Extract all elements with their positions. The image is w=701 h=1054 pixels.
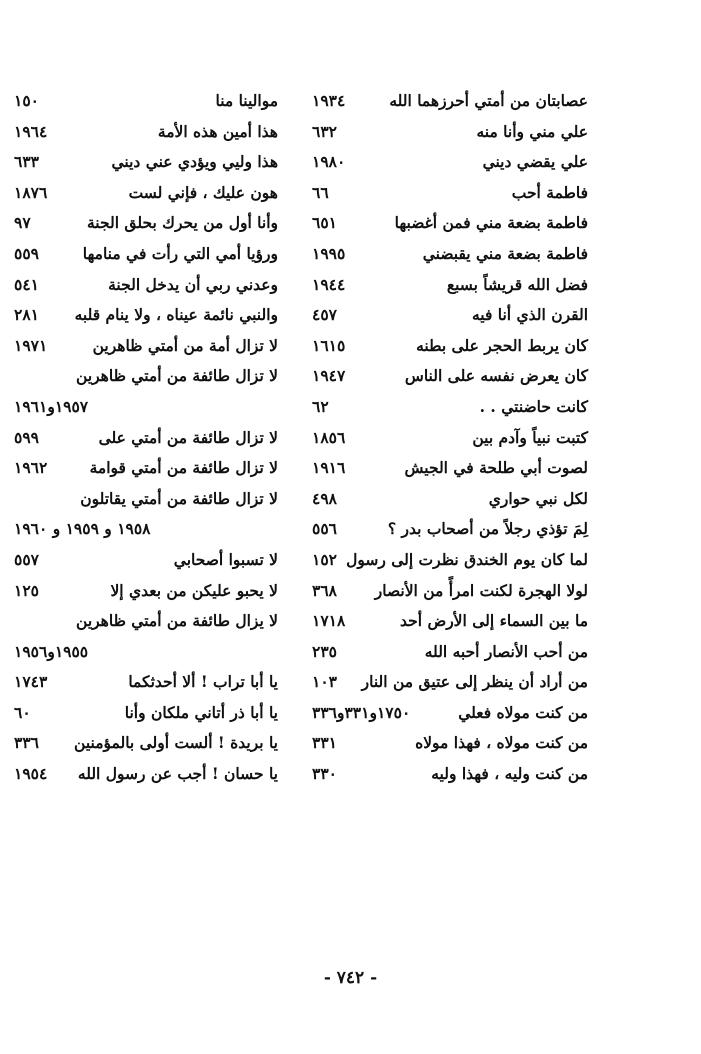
index-entry [312,178,588,209]
index-entry [312,667,588,698]
entry-reference: ١٦١٥ [312,335,346,355]
entry-text: كان يعرض نفسه على الناس [404,366,588,386]
index-entry [14,208,278,239]
entry-reference: ١٨٧٦ [14,182,48,202]
index-entry [312,698,588,729]
entry-reference: ٥٤١ [14,274,39,294]
entry-text: يا أبا ذر أتاني ملكان وأنا [124,702,278,722]
entry-reference: ٢٣٥ [312,641,337,661]
entry-text: لكل نبي حواري [488,488,588,508]
index-entry [14,86,278,117]
entry-reference: ٩٧ [14,213,31,233]
index-entry [312,545,588,576]
entry-reference: ١٩٥٥و١٩٥٦ [14,641,89,661]
index-entry [14,361,278,392]
entry-text: والنبي نائمة عيناه ، ولا ينام قلبه [74,305,278,325]
entry-reference: ١٥٢ [312,549,337,569]
index-entry [14,270,278,301]
index-entry [312,423,588,454]
entry-text: لا يحبو عليكن من بعدي إلا [110,580,278,600]
entry-reference: ١٧٤٣ [14,672,48,692]
entry-text: وعدني ربي أن يدخل الجنة [108,274,278,294]
index-entry [14,178,278,209]
entry-reference: ١٢٥ [14,580,39,600]
entry-reference: ٥٥٧ [14,549,39,569]
entry-text: يا حسان ! أجب عن رسول الله [77,764,278,784]
index-column-left [14,86,278,790]
entry-text: هون عليك ، فإني لست [128,182,278,202]
entry-reference: ٦٦ [312,182,329,202]
entry-text: لا تزال طائفة من أمتي على [98,427,278,447]
entry-reference: ٦٣٢ [312,121,337,141]
index-entry [14,576,278,607]
entry-text: هذا وليي ويؤدي عني ديني [111,152,278,172]
index-entry [14,667,278,698]
index-entry [14,698,278,729]
entry-reference: ٦٥١ [312,213,337,233]
entry-text: من أراد أن ينظر إلى عتيق من النار [361,672,588,692]
index-entry [312,86,588,117]
index-entry [312,239,588,270]
entry-text: فضل الله قريشاً بسبع [446,274,588,294]
entry-reference: ٥٥٩ [14,243,39,263]
entry-text: ما بين السماء إلى الأرض أحد [400,611,588,631]
entry-text: لولا الهجرة لكنت امرأً من الأنصار [374,580,588,600]
index-entry [14,300,278,331]
index-column-right [312,86,588,790]
entry-text: وأنا أول من يحرك بحلق الجنة [86,213,278,233]
entry-text: عصابتان من أمتي أحرزهما الله [389,91,588,110]
entry-text: من كنت مولاه ، فهذا مولاه [415,733,588,753]
index-entry [14,484,278,515]
page-number: - ٧٤٢ - [323,968,378,988]
entry-text: لِمَ تؤذي رجلاً من أصحاب بدر ؟ [387,519,588,539]
index-entry [14,331,278,362]
entry-reference: ١٩٥٧و١٩٦١ [14,396,89,416]
entry-text: لا تزال طائفة من أمتي ظاهرين [76,366,278,386]
index-entry [312,606,588,637]
index-entry [14,239,278,270]
index-entry [312,300,588,331]
index-entry [14,117,278,148]
index-entry [14,423,278,454]
entry-reference: ٦٢ [312,396,329,416]
entry-text: علي مني وأنا منه [476,121,588,141]
entry-reference: ١٩١٦ [312,458,346,478]
entry-text: كتبت نبياً وآدم بين [472,427,588,447]
index-entry [14,392,278,423]
entry-reference: ١٩٤٤ [312,274,346,294]
index-entry [312,453,588,484]
entry-text: من كنت مولاه فعلي [458,702,588,722]
entry-text: من كنت وليه ، فهذا وليه [431,764,588,784]
entry-text: يا أبا تراب ! ألا أحدثكما [128,672,278,692]
entry-text: لا تسبوا أصحابي [173,549,278,569]
entry-text: موالينا منا [215,91,278,110]
index-entry [312,331,588,362]
entry-text: كان يربط الحجر على بطنه [416,335,588,355]
entry-reference: ١٩٨٠ [312,152,346,172]
index-entry [312,514,588,545]
entry-reference: ١٧١٨ [312,611,346,631]
index-entry [312,759,588,790]
entry-text: علي يقضي ديني [482,152,588,172]
index-entry [14,147,278,178]
entry-text: لما كان يوم الخندق نظرت إلى رسول [346,549,588,569]
entry-reference: ١٠٣ [312,672,337,692]
index-entry [14,759,278,790]
entry-reference: ١٨٥٦ [312,427,346,447]
entry-reference: ١٩٩٥ [312,243,346,263]
entry-text: من أحب الأنصار أحبه الله [424,641,588,661]
entry-text: لا تزال أمة من أمتي ظاهرين [92,335,278,355]
index-entry [312,392,588,423]
index-entry [312,484,588,515]
entry-reference: ١٩٧١ [14,335,48,355]
entry-reference: ٢٨١ [14,305,39,325]
entry-text: القرن الذي أنا فيه [471,305,588,325]
entry-reference: ١٩٦٢ [14,458,48,478]
index-entry [312,361,588,392]
entry-text: فاطمة بضعة مني فمن أغضبها [394,213,588,233]
index-entry [312,117,588,148]
entry-text: كانت حاضنتي . . [479,396,588,416]
index-entry [14,728,278,759]
index-entry [312,576,588,607]
index-entry [14,637,278,668]
entry-text: هذا أمين هذه الأمة [157,121,278,141]
index-entry [312,270,588,301]
entry-text: يا بريدة ! ألست أولى بالمؤمنين [74,733,278,753]
entry-reference: ١٩٤٧ [312,366,346,386]
entry-text: لصوت أبي طلحة في الجيش [404,458,588,478]
entry-reference: ٤٥٧ [312,305,337,325]
index-entry [312,147,588,178]
index-entry [312,208,588,239]
entry-reference: ٣٦٨ [312,580,337,600]
index-entry [312,637,588,668]
entry-text: لا يزال طائفة من أمتي ظاهرين [76,611,278,631]
index-entry [14,514,278,545]
entry-reference: ٣٣١ [312,733,337,753]
entry-text: لا تزال طائفة من أمتي يقاتلون [80,488,278,508]
entry-reference: ٦٣٣ [14,152,39,172]
index-entry [14,545,278,576]
entry-reference: ١٥٠ [14,91,39,110]
index-entry [14,606,278,637]
entry-reference: ٣٣٦ [14,733,39,753]
entry-reference: ١٩٦٤ [14,121,48,141]
entry-reference: ٣٣٠ [312,764,337,784]
entry-text: لا تزال طائفة من أمتي قوامة [89,458,278,478]
entry-reference: ٥٥٦ [312,519,337,539]
index-entry [312,728,588,759]
entry-reference: ١٧٥٠و٣٣١و٣٣٦ [312,702,411,722]
index-entry [14,453,278,484]
entry-reference: ١٩٣٤ [312,91,346,110]
entry-text: فاطمة أحب [511,182,588,202]
entry-text: فاطمة بضعة مني يقبضني [422,243,588,263]
entry-reference: ١٩٥٨ و ١٩٥٩ و ١٩٦٠ [14,519,151,539]
entry-reference: ٤٩٨ [312,488,337,508]
entry-reference: ٦٠ [14,702,31,722]
entry-reference: ٥٩٩ [14,427,39,447]
entry-text: ورؤيا أمي التي رأت في منامها [82,243,278,263]
entry-reference: ١٩٥٤ [14,764,48,784]
